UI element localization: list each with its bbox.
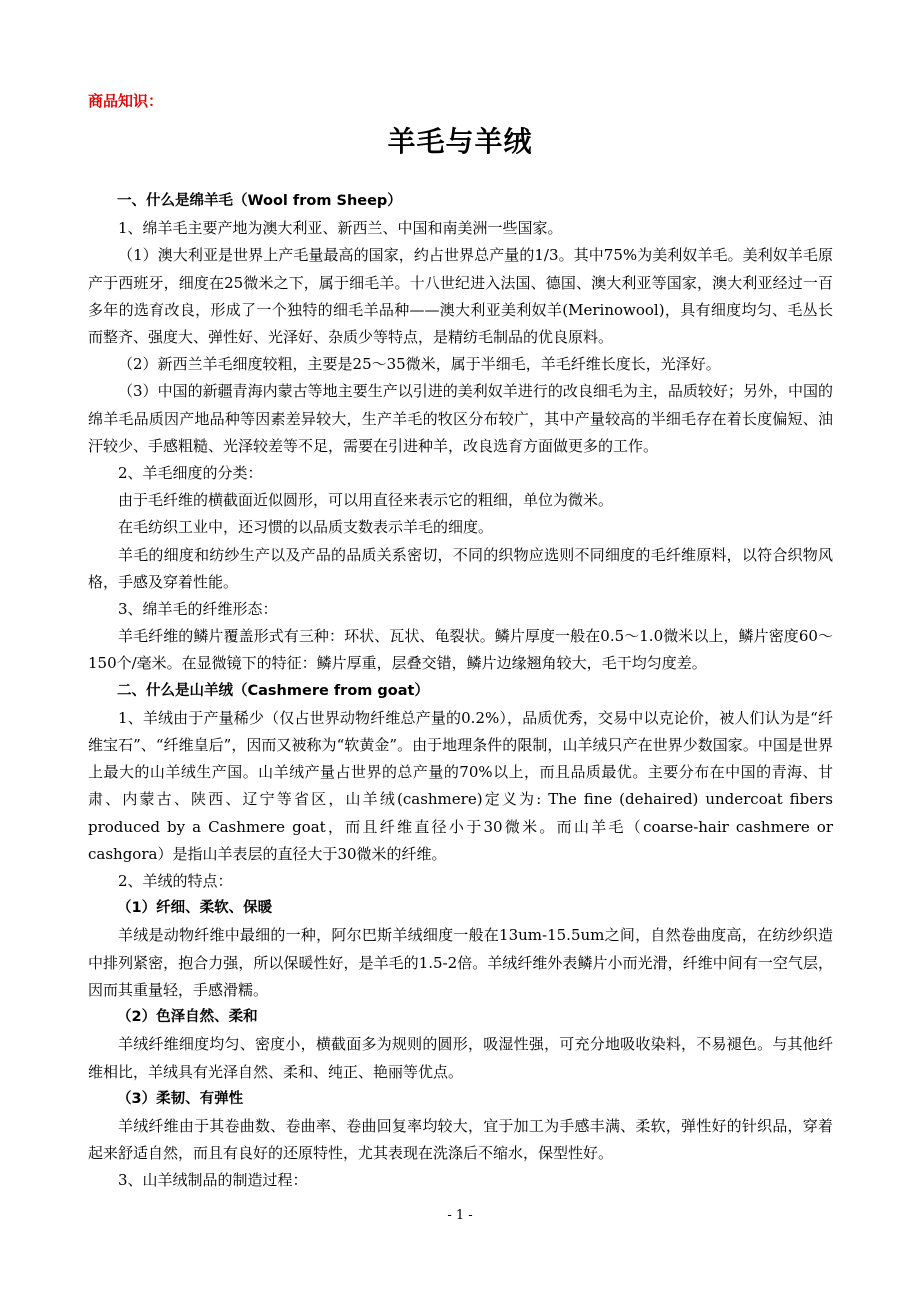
paragraph: 由于毛纤维的横截面近似圆形，可以用直径来表示它的粗细，单位为微米。 xyxy=(118,491,614,510)
paragraph: （1）澳大利亚是世界上产毛量最高的国家，约占世界总产量的1/3。其中75%为美利奴羊毛。美利奴羊毛原产于西班牙，细度在25微米之下，属于细毛羊。十八世纪进入法国、德国、澳大利亚等国家，澳大利亚经过一百多年的选育改良，形成了一个独特的细毛羊品种——澳大利亚美利奴羊(Merinowool)，具有细度均匀、毛丛长而整齐、强度大、弹性好、光泽好、杂质少等特点，是精纺毛制品的优良原料。 xyxy=(88,246,833,347)
page-number: - 1 - xyxy=(447,1208,473,1223)
paragraph: 羊绒纤维细度均匀、密度小，横截面多为规则的圆形，吸湿性强，可充分地吸收染料，不易褪色。与其他纤维相比，羊绒具有光泽自然、柔和、纯正、艳丽等优点。 xyxy=(88,1035,833,1081)
feature-heading: （1）纤细、柔软、保暖 xyxy=(117,900,273,917)
document-title: 羊毛与羊绒 xyxy=(387,125,533,158)
category-label: 商品知识： xyxy=(88,92,164,110)
document-body xyxy=(88,188,833,1195)
feature-heading: （3）柔韧、有弹性 xyxy=(117,1090,244,1107)
paragraph: 3、山羊绒制品的制造过程： xyxy=(118,1171,308,1190)
paragraph: 羊毛的细度和纺纱生产以及产品的品质关系密切，不同的织物应选则不同细度的毛纤维原料，以符合织物风格，手感及穿着性能。 xyxy=(88,545,833,591)
paragraph: 3、绵羊毛的纤维形态： xyxy=(118,600,278,619)
paragraph: 2、羊绒的特点： xyxy=(118,872,233,891)
paragraph: 1、羊绒由于产量稀少（仅占世界动物纤维总产量的0.2%），品质优秀，交易中以克论价，被人们认为是“纤维宝石”、“纤维皇后”，因而又被称为“软黄金”。由于地理条件的限制，山羊绒只产在世界少数国家。中国是世界上最大的山羊绒生产国。山羊绒产量占世界的总产量的70%以上，而且品质最优。主要分布在中国的青海、甘肃、内蒙古、陕西、辽宁等省区，山羊绒(cashmere)定义为: The fine (dehaired) undercoat fibers produced by a Cashmere goat，而且纤维直径小于30微米。而山羊毛（coarse-hair cashmere or cashgora）是指山羊表层的直径大于30微米的纤维。 xyxy=(88,708,833,863)
paragraph: 羊绒纤维由于其卷曲数、卷曲率、卷曲回复率均较大，宜于加工为手感丰满、柔软，弹性好的针织品，穿着起来舒适自然，而且有良好的还原特性，尤其表现在洗涤后不缩水，保型性好。 xyxy=(88,1116,833,1163)
section-heading-cashmere: 二、什么是山羊绒（Cashmere from goat） xyxy=(117,682,429,699)
paragraph: （3）中国的新疆青海内蒙古等地主要生产以引进的美利奴羊进行的改良细毛为主，品质较好；另外，中国的绵羊毛品质因产地品种等因素差异较大，生产羊毛的牧区分布较广，其中产量较高的半细毛存在着长度偏短、油汗较少、手感粗糙、光泽较差等不足，需要在引进种羊，改良选育方面做更多的工作。 xyxy=(88,382,833,455)
paragraph: 在毛纺织工业中，还习惯的以品质支数表示羊毛的细度。 xyxy=(118,518,494,537)
paragraph: （2）新西兰羊毛细度较粗，主要是25～35微米，属于半细毛，羊毛纤维长度长，光泽好。 xyxy=(118,355,721,374)
paragraph: 2、羊毛细度的分类： xyxy=(118,464,263,483)
paragraph: 1、绵羊毛主要产地为澳大利亚、新西兰、中国和南美洲一些国家。 xyxy=(118,219,563,238)
paragraph: 羊毛纤维的鳞片覆盖形式有三种：环状、瓦状、龟裂状。鳞片厚度一般在0.5～1.0微米以上，鳞片密度60～150个/毫米。在显微镜下的特征：鳞片厚重，层叠交错，鳞片边缘翘角较大，毛干均匀度差。 xyxy=(88,627,833,673)
section-heading-wool: 一、什么是绵羊毛（Wool from Sheep） xyxy=(117,193,402,209)
feature-heading: （2）色泽自然、柔和 xyxy=(117,1009,258,1026)
paragraph: 羊绒是动物纤维中最细的一种，阿尔巴斯羊绒细度一般在13um-15.5um之间，自然卷曲度高，在纺纱织造中排列紧密，抱合力强，所以保暖性好，是羊毛的1.5-2倍。羊绒纤维外表鳞片小而光滑，纤维中间有一空气层，因而其重量轻，手感滑糯。 xyxy=(88,926,833,999)
